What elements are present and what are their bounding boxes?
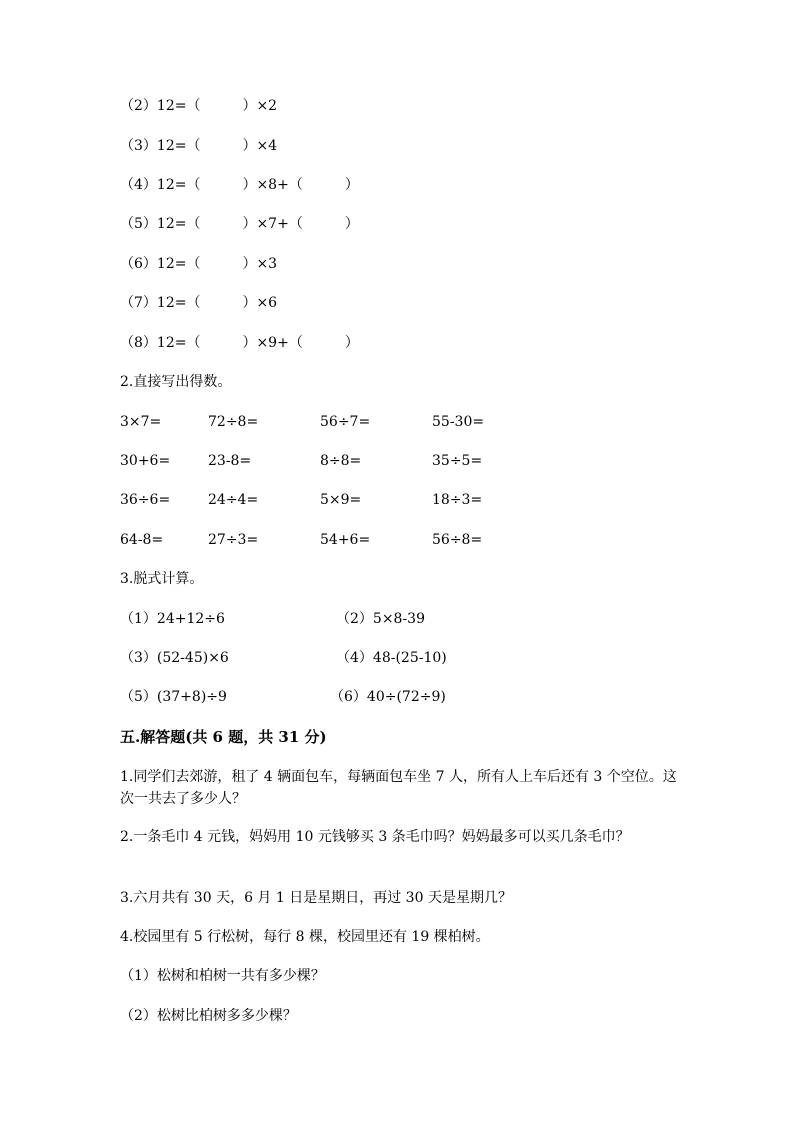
oral-calc-cell: 64-8= (120, 532, 164, 548)
fill-blank-item: （6）12=（ ）×3 (120, 256, 278, 272)
oral-calc-cell: 5×9= (320, 492, 362, 508)
section-title: 3.脱式计算。 (120, 571, 204, 587)
oral-calc-cell: 3×7= (120, 414, 162, 430)
section-heading: 五.解答题(共 6 题，共 31 分) (120, 728, 327, 746)
oral-calc-cell: 30+6= (120, 453, 171, 469)
word-problem-4-sub-1: （1）松树和柏树一共有多少棵？ (120, 968, 325, 984)
oral-calc-cell: 56÷8= (432, 532, 483, 548)
word-problem-3: 3.六月共有 30 天，6 月 1 日是星期日，再过 30 天是星期几？ (120, 890, 512, 906)
word-problem-1: 1.同学们去郊游，租了 4 辆面包车，每辆面包车坐 7 人，所有人上车后还有 3 个空位。这次一共去了多少人？ (120, 769, 677, 807)
fill-blank-item: （7）12=（ ）×6 (120, 295, 278, 311)
word-problem-4-sub-2: （2）松树比柏树多多少棵？ (120, 1008, 297, 1024)
oral-calc-cell: 27÷3= (208, 532, 259, 548)
step-calc-item: （3）(52-45)×6 (120, 650, 229, 666)
step-calc-item: （6）40÷(72÷9) (330, 689, 446, 705)
fill-blank-item: （5）12=（ ）×7+（ ） (120, 216, 359, 232)
step-calc-item: （5）(37+8)÷9 (120, 689, 227, 705)
oral-calc-cell: 72÷8= (208, 414, 259, 430)
oral-calc-cell: 18÷3= (432, 492, 483, 508)
oral-calc-cell: 36÷6= (120, 492, 171, 508)
oral-calc-cell: 54+6= (320, 532, 371, 548)
oral-calc-cell: 56÷7= (320, 414, 371, 430)
word-problem-2: 2.一条毛巾 4 元钱，妈妈用 10 元钱够买 3 条毛巾吗？妈妈最多可以买几条毛巾？ (120, 829, 630, 845)
fill-blank-item: （8）12=（ ）×9+（ ） (120, 335, 359, 351)
word-problem-4: 4.校园里有 5 行松树，每行 8 棵，校园里还有 19 棵柏树。 (120, 929, 490, 945)
oral-calc-cell: 24÷4= (208, 492, 259, 508)
fill-blank-item: （4）12=（ ）×8+（ ） (120, 177, 359, 193)
step-calc-item: （2）5×8-39 (336, 611, 425, 627)
fill-blank-item: （3）12=（ ）×4 (120, 138, 278, 154)
oral-calc-cell: 35÷5= (432, 453, 483, 469)
oral-calc-cell: 23-8= (208, 453, 252, 469)
step-calc-item: （1）24+12÷6 (120, 611, 225, 627)
oral-calc-cell: 8÷8= (320, 453, 362, 469)
fill-blank-item: （2）12=（ ）×2 (120, 98, 278, 114)
section-title: 2.直接写出得数。 (120, 374, 232, 390)
oral-calc-cell: 55-30= (432, 414, 485, 430)
step-calc-item: （4）48-(25-10) (336, 650, 447, 666)
